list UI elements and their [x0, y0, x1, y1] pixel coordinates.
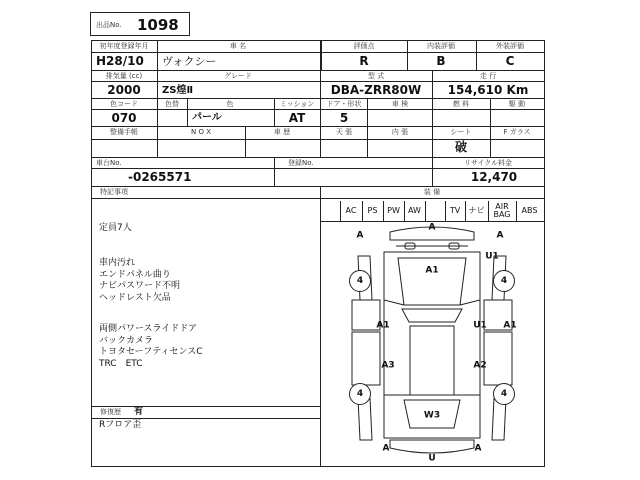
fuel-label: 燃 料: [452, 100, 470, 108]
score-value: R: [359, 54, 369, 68]
remarks-block-a: [99, 258, 180, 304]
color-code-value: 070: [111, 111, 137, 125]
damage-front-left: A: [356, 230, 364, 241]
repair-note: Rフロア歪: [99, 420, 142, 430]
equip-aw: AW: [408, 206, 421, 215]
remark-line: バックカメラ: [99, 335, 154, 346]
mileage-value: 154,610 Km: [447, 83, 529, 97]
equip-blank: [425, 201, 445, 221]
model-label: 型 式: [367, 72, 385, 80]
doors-label: ドア・形状: [326, 100, 362, 108]
equip-tv: TV: [449, 206, 461, 215]
equip-airbag: AIR BAG: [493, 202, 511, 219]
damage-front-right: A: [496, 230, 504, 241]
lot-number: 1098: [137, 16, 179, 34]
damage-rear-right: A2: [473, 360, 487, 371]
remarks-label: 特記事項: [100, 188, 128, 196]
interior-value: B: [436, 54, 446, 68]
transmission-value: AT: [288, 111, 306, 125]
damage-left-side: A1: [376, 320, 390, 331]
inspection-label: 車 検: [391, 100, 409, 108]
recycle-label: リサイクル料金: [463, 159, 513, 167]
damage-hood: A1: [425, 265, 439, 276]
car-name-label: 車 名: [229, 42, 247, 50]
color-code-label: 色コード: [110, 100, 138, 108]
car-name-value: ヴォクシー: [162, 55, 217, 68]
repair-value: 有: [134, 407, 144, 417]
damage-rear-center: U: [428, 453, 436, 464]
remarks-block-b: [99, 324, 203, 370]
damage-rear-window: W3: [423, 410, 441, 421]
displacement-value: 2000: [107, 83, 141, 97]
transmission-label: ミッション: [279, 100, 315, 108]
equip-navi: ナビ: [468, 206, 485, 215]
reg-no-label: 登録No.: [288, 159, 314, 167]
maintenance-label: 整備手帳: [110, 128, 138, 136]
equip-ac: AC: [345, 206, 357, 215]
tire-rear-right: 4: [493, 383, 515, 405]
chassis-value: -0265571: [128, 170, 192, 184]
equip-abs: ABS: [521, 206, 538, 215]
history-label: 車 歴: [273, 128, 291, 136]
grade-label: グレード: [224, 72, 252, 80]
remark-line: 両側パワースライドドア: [99, 324, 198, 334]
equip-ps: PS: [367, 206, 378, 215]
doors-value: 5: [339, 111, 349, 125]
lot-label: 出品No.: [96, 21, 122, 29]
interior-trim-label: 内 張: [391, 128, 409, 136]
nox-label: N O X: [191, 128, 211, 136]
first-reg-value: H28/10: [96, 54, 144, 68]
color-value: パール: [192, 112, 222, 123]
remark-line: ナビパスワード不明: [99, 281, 181, 291]
damage-front-right-fender: U1: [485, 251, 499, 262]
damage-right-door: U1: [473, 320, 487, 331]
recycle-value: 12,470: [470, 170, 518, 184]
seat-value: 破: [454, 140, 468, 154]
first-reg-label: 初年度登録年月: [99, 42, 149, 50]
tire-rear-left: 4: [349, 383, 371, 405]
exterior-value: C: [505, 54, 515, 68]
equip-pw: PW: [387, 206, 400, 215]
f-glass-label: F ガラス: [503, 128, 531, 136]
model-value: DBA-ZRR80W: [330, 83, 422, 97]
color-label: 色: [226, 100, 234, 108]
drive-label: 駆 動: [508, 100, 526, 108]
color-sys-label: 色替: [165, 100, 179, 108]
damage-rear-left-corner: A: [382, 443, 390, 454]
mileage-label: 走 行: [479, 72, 497, 80]
remark-line: 車内汚れ: [99, 258, 136, 268]
tire-front-right: 4: [493, 270, 515, 292]
remark-line: ヘッドレスト欠品: [99, 292, 171, 303]
damage-rear-left: A3: [381, 360, 395, 371]
interior-label: 内装評価: [427, 42, 455, 50]
remark-line: トヨタセーフティセンスC: [99, 347, 203, 357]
repair-label: 修復歴: [100, 408, 121, 416]
seat-label: シート: [450, 128, 472, 136]
capacity-note: 定員7人: [99, 223, 132, 233]
roof-label: 天 張: [335, 128, 353, 136]
auction-sheet-frame: [91, 40, 545, 467]
exterior-label: 外装評価: [496, 42, 524, 50]
equipment-label: 装 備: [423, 188, 441, 196]
damage-right-side: A1: [503, 320, 517, 331]
remark-line: エンドパネル曲り: [99, 269, 171, 280]
remark-line: TRC ETC: [99, 358, 143, 369]
chassis-label: 車台No.: [96, 159, 122, 167]
damage-front-center: A: [428, 222, 436, 233]
damage-rear-right-corner: A: [474, 443, 482, 454]
grade-value: ZS煌Ⅱ: [162, 85, 194, 96]
tire-front-left: 4: [349, 270, 371, 292]
score-label: 評価点: [353, 42, 375, 50]
lot-number-box: [90, 12, 190, 36]
displacement-label: 排気量 (cc): [105, 72, 143, 80]
